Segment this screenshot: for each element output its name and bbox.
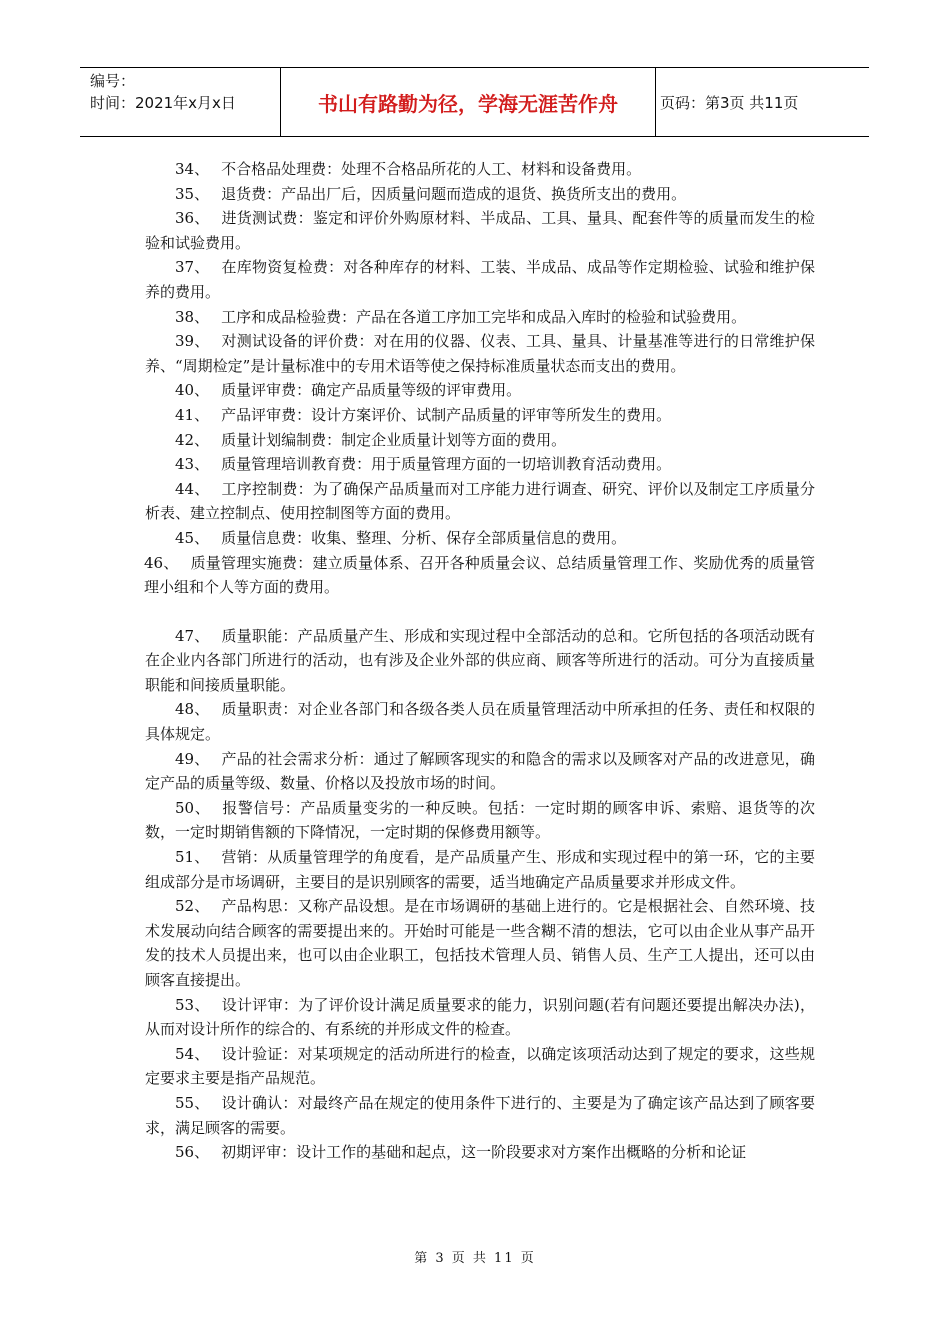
entry-number: 39、 [175, 332, 210, 351]
entry-text: 营销：从质量管理学的角度看，是产品质量产生、形成和实现过程中的第一环，它的主要组成部分是市场调研，主要目的是识别顾客的需要，适当地确定产品质量要求并形成文件。 [145, 848, 815, 891]
definition-entry [145, 428, 815, 453]
entry-text: 进货测试费：鉴定和评价外购原材料、半成品、工具、量具、配套件等的质量而发生的检验和试验费用。 [145, 209, 815, 252]
entry-text: 退货费：产品出厂后，因质量问题而造成的退货、换货所支出的费用。 [221, 184, 687, 203]
entry-number: 41、 [175, 405, 210, 424]
definition-entry [145, 403, 815, 428]
entry-number: 53、 [175, 995, 210, 1014]
entry-text: 产品构思：又称产品设想。是在市场调研的基础上进行的。它是根据社会、自然环境、技术发展动向结合顾客的需要提出来的。开始时可能是一些含糊不清的想法，它可以由企业从事产品开发的技术人员提出来，也可以由企业职工，包括技术管理人员、销售人员、生产工人提出，还可以由顾客直接提出。 [145, 897, 815, 989]
entry-number: 35、 [175, 184, 210, 203]
header-motto: 书山有路勤为径，学海无涯苦作舟 [281, 68, 656, 136]
entry-number: 49、 [175, 749, 210, 768]
entry-text: 质量管理实施费：建立质量体系、召开各种质量会议、总结质量管理工作、奖励优秀的质量管理小组和个人等方面的费用。 [144, 553, 815, 597]
entry-text: 工序控制费：为了确保产品质量而对工序能力进行调查、研究、评价以及制定工序质量分析表、建立控制点、使用控制图等方面的费用。 [145, 479, 815, 523]
definition-entry [145, 697, 815, 746]
definition-entry [145, 1091, 815, 1140]
entry-number: 55、 [175, 1093, 210, 1112]
definition-entry [145, 206, 815, 255]
definition-entry [145, 378, 815, 403]
definition-entry [145, 1042, 815, 1091]
entry-number: 47、 [175, 626, 210, 645]
entry-text: 产品的社会需求分析：通过了解顾客现实的和隐含的需求以及顾客对产品的改进意见，确定产品的质量等级、数量、价格以及投放市场的时间。 [145, 749, 815, 793]
definition-entry [145, 477, 815, 526]
entry-number: 50、 [175, 798, 211, 817]
definition-entry [144, 551, 815, 600]
entry-text: 工序和成品检验费：产品在各道工序加工完毕和成品入库时的检验和试验费用。 [221, 307, 747, 326]
entry-text: 报警信号：产品质量变劣的一种反映。包括：一定时期的顾客申诉、索赔、退货等的次数，一定时期销售额的下降情况，一定时期的保修费用额等。 [145, 798, 815, 842]
entry-text: 设计验证：对某项规定的活动所进行的检查，以确定该项活动达到了规定的要求，这些规定要求主要是指产品规范。 [145, 1044, 815, 1088]
definition-entry [145, 255, 815, 304]
definition-entry [145, 452, 815, 477]
definition-entry [145, 1140, 815, 1165]
header-page-info: 页码：第3页 共11页 [660, 93, 799, 112]
entry-number: 38、 [175, 307, 210, 326]
entry-text: 设计确认：对最终产品在规定的使用条件下进行的、主要是为了确定该产品达到了顾客要求，满足顾客的需要。 [145, 1093, 815, 1137]
page-header [80, 67, 869, 137]
entry-number: 36、 [175, 209, 210, 228]
document-date: 时间：2021年x月x日 [90, 94, 236, 112]
definition-entry [145, 329, 815, 378]
entry-text: 在库物资复检费：对各种库存的材料、工装、半成品、成品等作定期检验、试验和维护保养的费用。 [145, 258, 815, 301]
definition-entry [145, 526, 815, 551]
page-footer: 第 3 页 共 11 页 [414, 1251, 536, 1266]
definition-entry [145, 796, 815, 845]
entry-number: 52、 [175, 897, 210, 916]
entry-number: 40、 [175, 381, 210, 400]
document-number-label: 编号： [90, 72, 136, 90]
entry-number: 56、 [175, 1143, 210, 1162]
entry-number: 48、 [175, 700, 210, 719]
entry-text: 质量管理培训教育费：用于质量管理方面的一切培训教育活动费用。 [221, 455, 672, 474]
definition-entry [145, 182, 815, 207]
document-body [145, 157, 815, 1165]
entry-number: 37、 [175, 258, 210, 277]
entry-text: 对测试设备的评价费：对在用的仪器、仪表、工具、量具、计量基准等进行的日常维护保养、“周期检定”是计量标准中的专用术语等使之保持标准质量状态而支出的费用。 [145, 332, 815, 375]
entry-text: 质量职能：产品质量产生、形成和实现过程中全部活动的总和。它所包括的各项活动既有在企业内各部门所进行的活动，也有涉及企业外部的供应商、顾客等所进行的活动。可分为直接质量职能和间接质量职能。 [145, 626, 815, 694]
entry-number: 45、 [175, 528, 210, 547]
entry-number: 46、 [144, 553, 179, 572]
entry-text: 不合格品处理费：处理不合格品所花的人工、材料和设备费用。 [221, 160, 642, 178]
entry-text: 质量评审费：确定产品质量等级的评审费用。 [221, 381, 522, 400]
definition-entry [145, 305, 815, 330]
entry-number: 54、 [175, 1044, 210, 1063]
entry-number: 44、 [175, 479, 210, 498]
definition-entry [145, 624, 815, 698]
entry-text: 质量信息费：收集、整理、分析、保存全部质量信息的费用。 [221, 528, 627, 547]
entry-number: 51、 [175, 848, 210, 867]
header-meta [80, 68, 281, 136]
entry-text: 初期评审：设计工作的基础和起点，这一阶段要求对方案作出概略的分析和论证 [221, 1143, 747, 1162]
entry-number: 43、 [175, 455, 210, 474]
definition-entry [145, 894, 815, 992]
definition-entry [145, 845, 815, 894]
entry-text: 产品评审费：设计方案评价、试制产品质量的评审等所发生的费用。 [221, 405, 672, 424]
entry-number: 42、 [175, 430, 210, 449]
definition-entry [145, 993, 815, 1042]
entry-text: 质量职责：对企业各部门和各级各类人员在质量管理活动中所承担的任务、责任和权限的具体规定。 [145, 700, 815, 744]
entry-text: 质量计划编制费：制定企业质量计划等方面的费用。 [221, 430, 567, 449]
definition-entry [145, 157, 815, 182]
entry-number: 34、 [175, 160, 210, 178]
definition-entry [145, 747, 815, 796]
entry-text: 设计评审：为了评价设计满足质量要求的能力，识别问题(若有问题还要提出解决办法)，从而对设计所作的综合的、有系统的并形成文件的检查。 [145, 995, 815, 1039]
